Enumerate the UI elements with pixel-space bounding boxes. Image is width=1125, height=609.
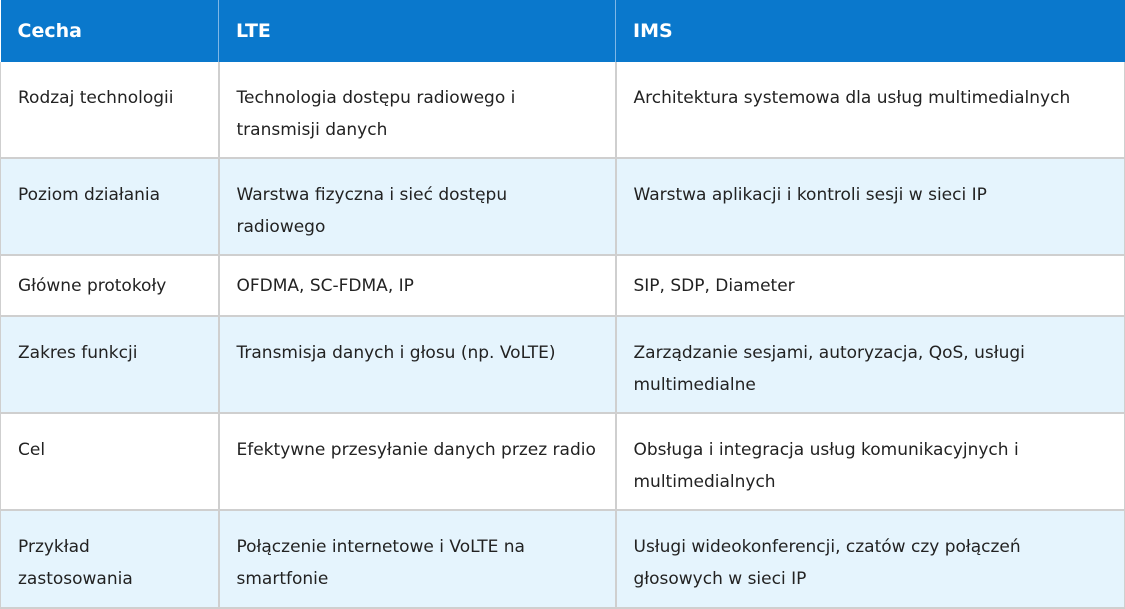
ims-cell: SIP, SDP, Diameter [616,255,1125,316]
row-label-cell: Główne protokoły [1,255,219,316]
lte-cell: Połączenie internetowe i VoLTE na smartfonie [219,510,616,608]
lte-cell: Technologia dostępu radiowego i transmisji danych [219,62,616,158]
table-row [1,158,1125,255]
row-label-cell: Zakres funkcji [1,316,219,413]
ims-cell: Warstwa aplikacji i kontroli sesji w sieci IP [616,158,1125,255]
lte-cell: Transmisja danych i głosu (np. VoLTE) [219,316,616,413]
row-label-cell: Rodzaj technologii [1,62,219,158]
table-row [1,255,1125,316]
row-label-cell: Przykład zastosowania [1,510,219,608]
lte-cell: Efektywne przesyłanie danych przez radio [219,413,616,510]
header-row [1,0,1125,62]
header-cell-lte: LTE [219,0,616,62]
table-row [1,316,1125,413]
lte-cell: OFDMA, SC-FDMA, IP [219,255,616,316]
ims-cell: Architektura systemowa dla usług multimedialnych [616,62,1125,158]
table-row [1,62,1125,158]
table-row [1,510,1125,608]
ims-cell: Usługi wideokonferencji, czatów czy połączeń głosowych w sieci IP [616,510,1125,608]
ims-cell: Obsługa i integracja usług komunikacyjnych i multimedialnych [616,413,1125,510]
ims-cell: Zarządzanie sesjami, autoryzacja, QoS, usługi multimedialne [616,316,1125,413]
table-row [1,413,1125,510]
table-body [1,62,1125,608]
header-cell-feature: Cecha [1,0,219,62]
row-label-cell: Poziom działania [1,158,219,255]
row-label-cell: Cel [1,413,219,510]
table-header [1,0,1125,62]
header-cell-ims: IMS [616,0,1125,62]
lte-cell: Warstwa fizyczna i sieć dostępu radiowego [219,158,616,255]
